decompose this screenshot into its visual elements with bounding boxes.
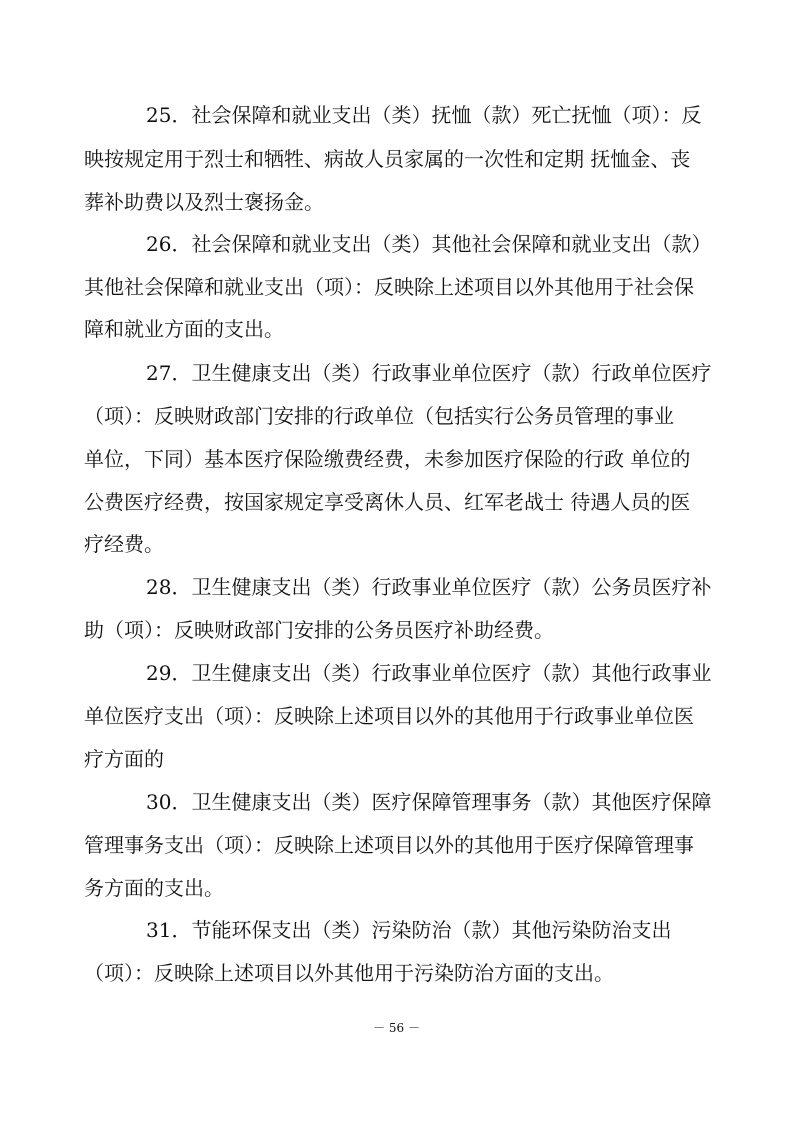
paragraph-28-line-2: 助（项）：反映财政部门安排的公务员医疗补助经费。 xyxy=(84,618,554,642)
paragraph-25-line-3: 葬补助费以及烈士褒扬金。 xyxy=(84,190,324,214)
paragraph-27-line-1: 27．卫生健康支出（类）行政事业单位医疗（款）行政单位医疗 xyxy=(146,361,712,385)
paragraph-30-line-2: 管理事务支出（项）：反映除上述项目以外的其他用于医疗保障管理事 xyxy=(84,833,694,857)
paragraph-26-line-2: 其他社会保障和就业支出（项）：反映除上述项目以外其他用于社会保 xyxy=(84,275,694,299)
paragraph-27-line-5: 疗经费。 xyxy=(84,532,164,556)
paragraph-30-line-1: 30．卫生健康支出（类）医疗保障管理事务（款）其他医疗保障 xyxy=(146,790,712,814)
paragraph-25-line-2: 映按规定用于烈士和牺牲、病故人员家属的一次性和定期 抚恤金、丧 xyxy=(84,147,691,171)
paragraph-26-line-3: 障和就业方面的支出。 xyxy=(84,317,284,341)
paragraph-27-line-4: 公费医疗经费，按国家规定享受离休人员、红军老战士 待遇人员的医 xyxy=(84,490,691,514)
paragraph-29-line-2: 单位医疗支出（项）：反映除上述项目以外的其他用于行政事业单位医 xyxy=(84,704,694,728)
paragraph-31-line-1: 31．节能环保支出（类）污染防治（款）其他污染防治支出 xyxy=(146,918,672,942)
paragraph-25-line-1: 25．社会保障和就业支出（类）抚恤（款）死亡抚恤（项）：反 xyxy=(146,103,702,127)
paragraph-27-line-3: 单位，下同）基本医疗保险缴费经费，未参加医疗保险的行政 单位的 xyxy=(84,447,691,471)
paragraph-31-line-2: （项）：反映除上述项目以外其他用于污染防治方面的支出。 xyxy=(84,961,614,985)
paragraph-30-line-3: 务方面的支出。 xyxy=(84,876,224,900)
paragraph-26-line-1: 26．社会保障和就业支出（类）其他社会保障和就业支出（款） xyxy=(146,232,712,256)
paragraph-29-line-1: 29．卫生健康支出（类）行政事业单位医疗（款）其他行政事业 xyxy=(146,661,712,685)
page-number: － 56 － xyxy=(373,1021,420,1035)
paragraph-28-line-1: 28．卫生健康支出（类）行政事业单位医疗（款）公务员医疗补 xyxy=(146,575,712,599)
paragraph-29-line-3: 疗方面的 xyxy=(84,747,164,771)
paragraph-27-line-2: （项）：反映财政部门安排的行政单位（包括实行公务员管理的事业 xyxy=(84,404,674,428)
